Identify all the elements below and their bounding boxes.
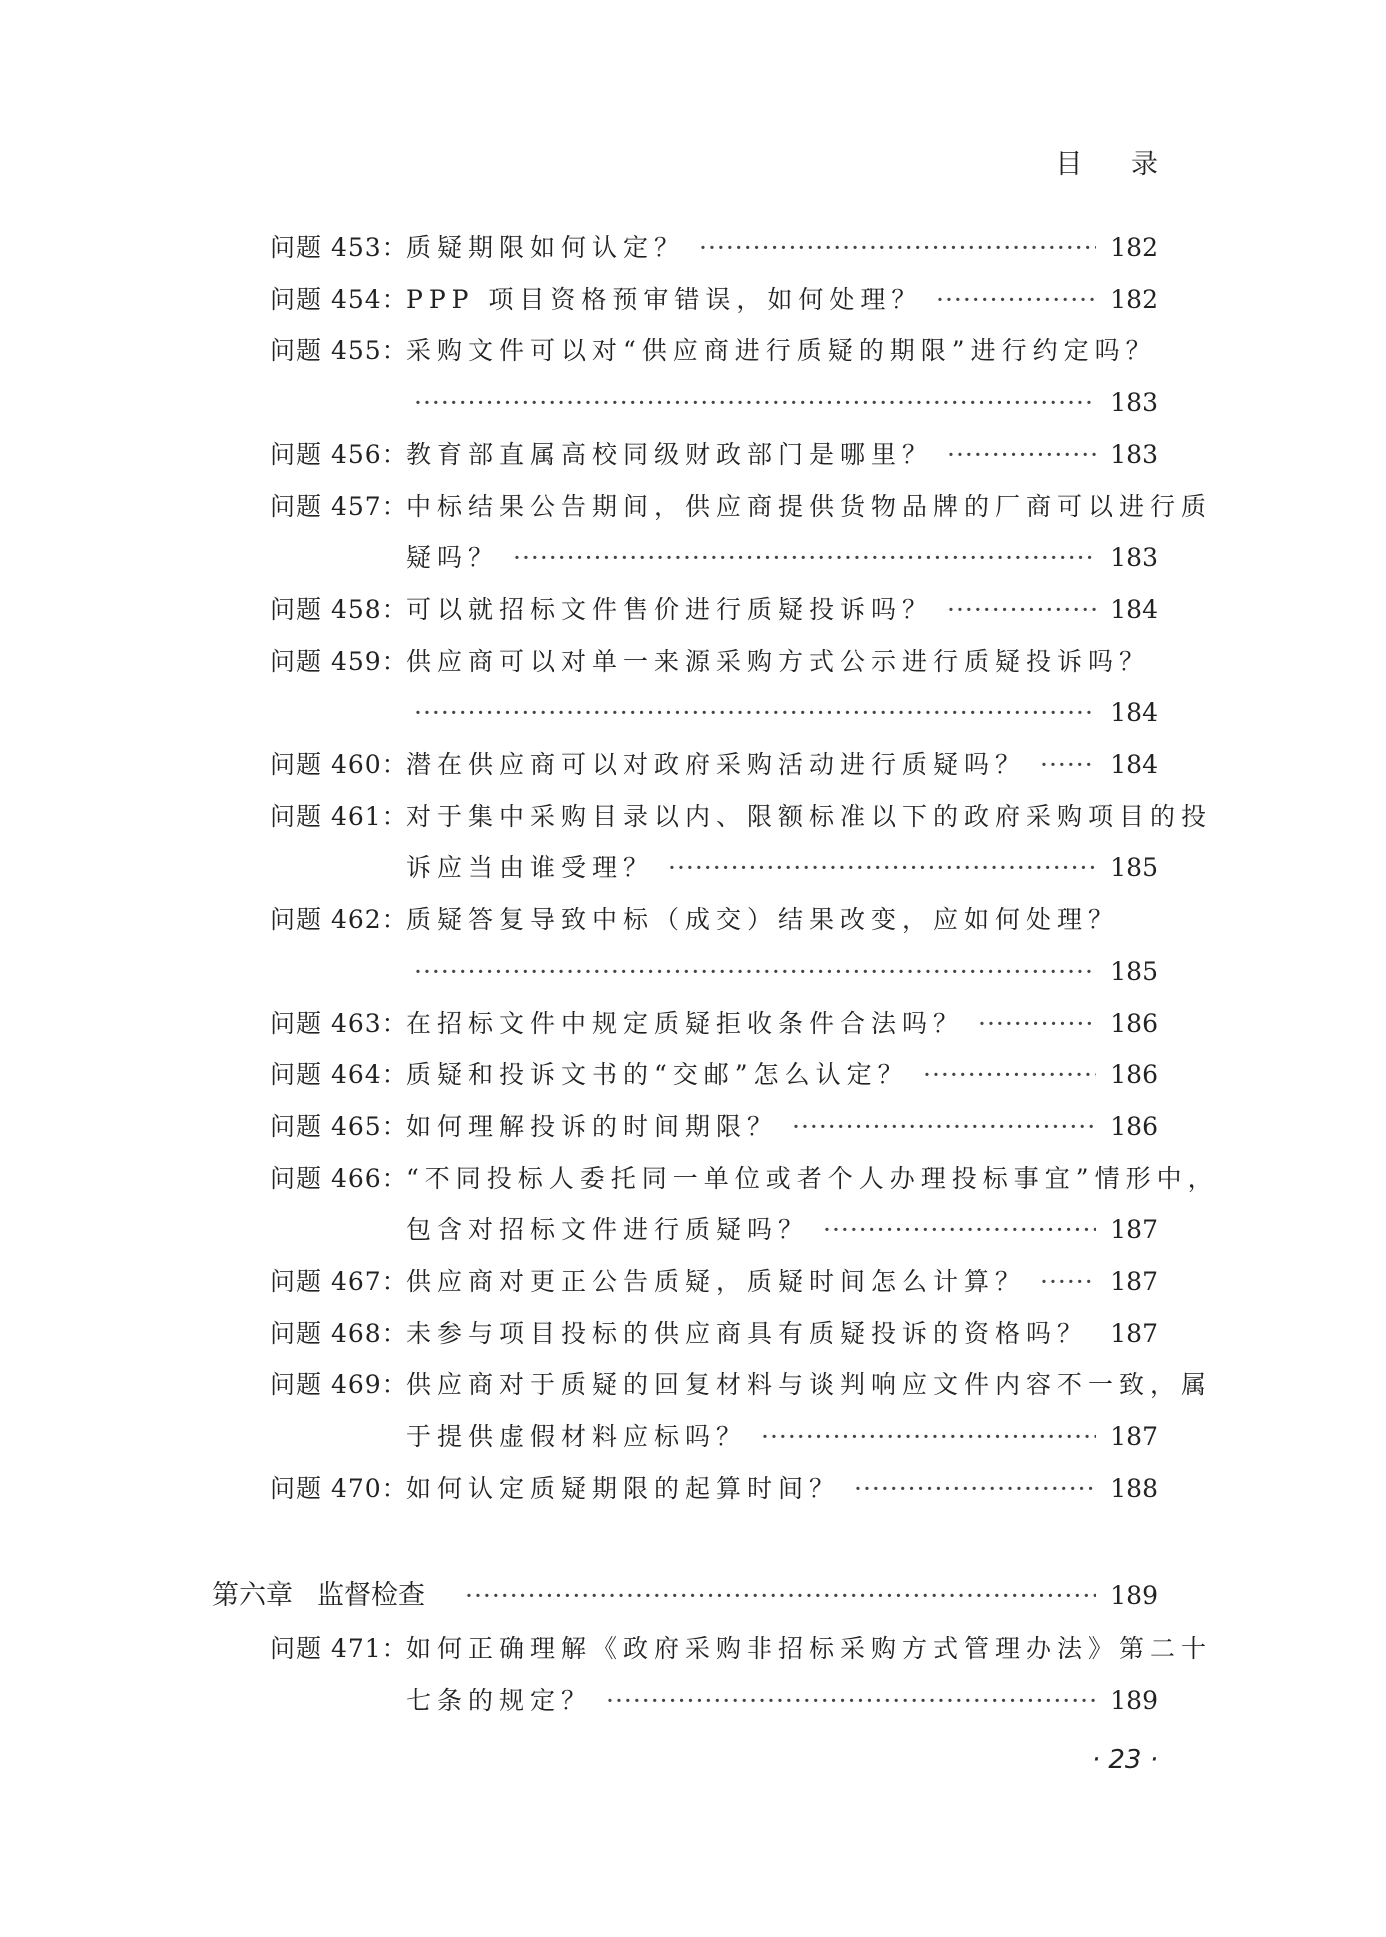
entry-page-number: 182	[1110, 233, 1158, 262]
entry-number: 问题 463：	[270, 1008, 408, 1038]
toc-entry-continuation[interactable]	[0, 848, 1386, 888]
toc-entry[interactable]	[0, 590, 1386, 630]
entry-title: “不同投标人委托同一单位或者个人办理投标事宜”情形中，	[406, 1163, 1219, 1193]
entry-title: 质疑答复导致中标（成交）结果改变，应如何处理？	[406, 905, 1120, 935]
entry-title: 供应商对更正公告质疑，质疑时间怎么计算？	[406, 1267, 1027, 1296]
entry-page-number: 189	[1110, 1685, 1158, 1715]
toc-entry[interactable]	[0, 331, 1386, 371]
entry-title: 供应商对于质疑的回复材料与谈判响应文件内容不一致，属	[406, 1370, 1213, 1400]
dot-leader	[823, 1210, 1096, 1250]
entry-page-number: 187	[1110, 1422, 1158, 1452]
entry-number: 问题 470：	[270, 1473, 408, 1503]
entry-title: 质疑期限如何认定？	[406, 233, 686, 262]
dot-leader	[947, 590, 1096, 630]
entry-title: 如何理解投诉的时间期限？	[406, 1111, 779, 1141]
entry-number: 问题 465：	[270, 1111, 408, 1141]
toc-entry[interactable]	[0, 280, 1386, 320]
entry-number: 问题 468：	[270, 1318, 408, 1348]
entry-title: 如何正确理解《政府采购非招标采购方式管理办法》第二十	[406, 1634, 1213, 1663]
entry-page-number: 187	[1110, 1215, 1158, 1245]
dot-leader	[414, 693, 1096, 733]
entry-page-number: 185	[1110, 956, 1158, 986]
entry-title: 七条的规定？	[406, 1685, 593, 1715]
toc-entry-continuation[interactable]	[0, 1681, 1386, 1721]
entry-number: 问题 459：	[270, 646, 408, 676]
toc-entry[interactable]	[0, 1159, 1386, 1199]
toc-entry-continuation[interactable]	[0, 1417, 1386, 1457]
toc-entry[interactable]	[0, 228, 1386, 268]
chapter-name: 监督检查	[317, 1580, 425, 1611]
toc-entry[interactable]	[0, 797, 1386, 837]
entry-page-number: 188	[1110, 1473, 1158, 1503]
entry-title: 质疑和投诉文书的“交邮”怎么认定？	[406, 1060, 909, 1090]
toc-entry[interactable]	[0, 1262, 1386, 1302]
dot-leader	[1040, 745, 1096, 785]
page-header: 目 录	[1055, 149, 1178, 180]
chapter-page-number: 189	[1110, 1581, 1158, 1610]
entry-title: 疑吗？	[406, 543, 500, 573]
entry-page-number: 183	[1110, 439, 1158, 469]
toc-entry[interactable]	[0, 1365, 1386, 1405]
entry-number: 问题 464：	[270, 1060, 408, 1090]
dot-leader	[699, 228, 1096, 268]
entry-title: 可以就招标文件售价进行质疑投诉吗？	[406, 594, 934, 624]
entry-title: 包含对招标文件进行质疑吗？	[406, 1215, 810, 1245]
entry-number: 问题 460：	[270, 750, 408, 779]
entry-page-number: 184	[1110, 698, 1158, 728]
entry-title: 未参与项目投标的供应商具有质疑投诉的资格吗？	[406, 1318, 1089, 1348]
toc-entry[interactable]	[0, 1107, 1386, 1147]
chapter-title	[212, 1574, 449, 1618]
entry-title: 教育部直属高校同级财政部门是哪里？	[406, 439, 934, 469]
dot-leader	[1040, 1262, 1096, 1302]
dot-leader	[923, 1055, 1096, 1095]
toc-entry[interactable]	[0, 1055, 1386, 1095]
entry-title: 在招标文件中规定质疑拒收条件合法吗？	[406, 1008, 965, 1038]
toc-entry[interactable]	[0, 1469, 1386, 1509]
entry-page-number: 184	[1110, 750, 1158, 779]
entry-title: 潜在供应商可以对政府采购活动进行质疑吗？	[406, 750, 1027, 779]
entry-title: 对于集中采购目录以内、限额标准以下的政府采购项目的投	[406, 801, 1213, 831]
toc-entry[interactable]	[0, 900, 1386, 940]
toc-entry[interactable]	[0, 435, 1386, 475]
entry-page-number: 187	[1110, 1318, 1158, 1348]
toc-entry[interactable]	[0, 1004, 1386, 1044]
entry-title: PPP 项目资格预审错误，如何处理？	[406, 284, 923, 314]
dot-leader	[854, 1469, 1096, 1509]
entry-number: 问题 469：	[270, 1370, 408, 1400]
entry-page-number: 187	[1110, 1267, 1158, 1296]
toc-entry-continuation[interactable]	[0, 538, 1386, 578]
entry-number: 问题 467：	[270, 1267, 408, 1296]
entry-page-number: 185	[1110, 853, 1158, 883]
entry-number: 问题 453：	[270, 233, 408, 262]
entry-number: 问题 456：	[270, 439, 408, 469]
entry-page-number: 183	[1110, 543, 1158, 573]
toc-entry-continuation[interactable]	[0, 693, 1386, 733]
toc-entry[interactable]	[0, 642, 1386, 682]
dot-leader	[513, 538, 1096, 578]
entry-title: 供应商可以对单一来源采购方式公示进行质疑投诉吗？	[406, 646, 1151, 676]
entry-title: 于提供虚假材料应标吗？	[406, 1422, 748, 1452]
dot-leader	[761, 1417, 1096, 1457]
dot-leader	[465, 1574, 1096, 1618]
entry-page-number: 186	[1110, 1060, 1158, 1090]
toc-entry[interactable]	[0, 745, 1386, 785]
toc-entry-continuation[interactable]	[0, 1210, 1386, 1250]
page-number-footer: · 23 ·	[1091, 1745, 1158, 1775]
entry-number: 问题 466：	[270, 1163, 408, 1193]
dot-leader	[978, 1004, 1096, 1044]
entry-page-number: 182	[1110, 284, 1158, 314]
dot-leader	[936, 280, 1096, 320]
entry-number: 问题 471：	[270, 1634, 408, 1663]
dot-leader	[792, 1107, 1096, 1147]
toc-entry[interactable]	[0, 1629, 1386, 1669]
entry-number: 问题 457：	[270, 491, 408, 521]
entry-title: 中标结果公告期间，供应商提供货物品牌的厂商可以进行质	[406, 491, 1213, 521]
dot-leader	[414, 383, 1096, 423]
entry-page-number: 186	[1110, 1008, 1158, 1038]
dot-leader	[668, 848, 1096, 888]
entry-title: 诉应当由谁受理？	[406, 853, 655, 883]
entry-title: 采购文件可以对“供应商进行质疑的期限”进行约定吗？	[406, 336, 1157, 366]
entry-number: 问题 454：	[270, 284, 408, 314]
entry-number: 问题 461：	[270, 801, 408, 831]
toc-entry[interactable]	[0, 487, 1386, 527]
toc-entry-continuation[interactable]	[0, 952, 1386, 992]
toc-entry-continuation[interactable]	[0, 383, 1386, 423]
entry-number: 问题 462：	[270, 905, 408, 935]
entry-number: 问题 455：	[270, 336, 408, 366]
dot-leader	[414, 952, 1096, 992]
entry-title: 如何认定质疑期限的起算时间？	[406, 1473, 841, 1503]
chapter-label: 第六章	[212, 1580, 293, 1611]
entry-number: 问题 458：	[270, 594, 408, 624]
toc-entry[interactable]	[0, 1314, 1386, 1354]
dot-leader	[606, 1681, 1096, 1721]
dot-leader	[947, 435, 1096, 475]
chapter-heading[interactable]	[0, 1574, 1386, 1618]
entry-page-number: 184	[1110, 594, 1158, 624]
entry-page-number: 186	[1110, 1111, 1158, 1141]
entry-page-number: 183	[1110, 388, 1158, 418]
